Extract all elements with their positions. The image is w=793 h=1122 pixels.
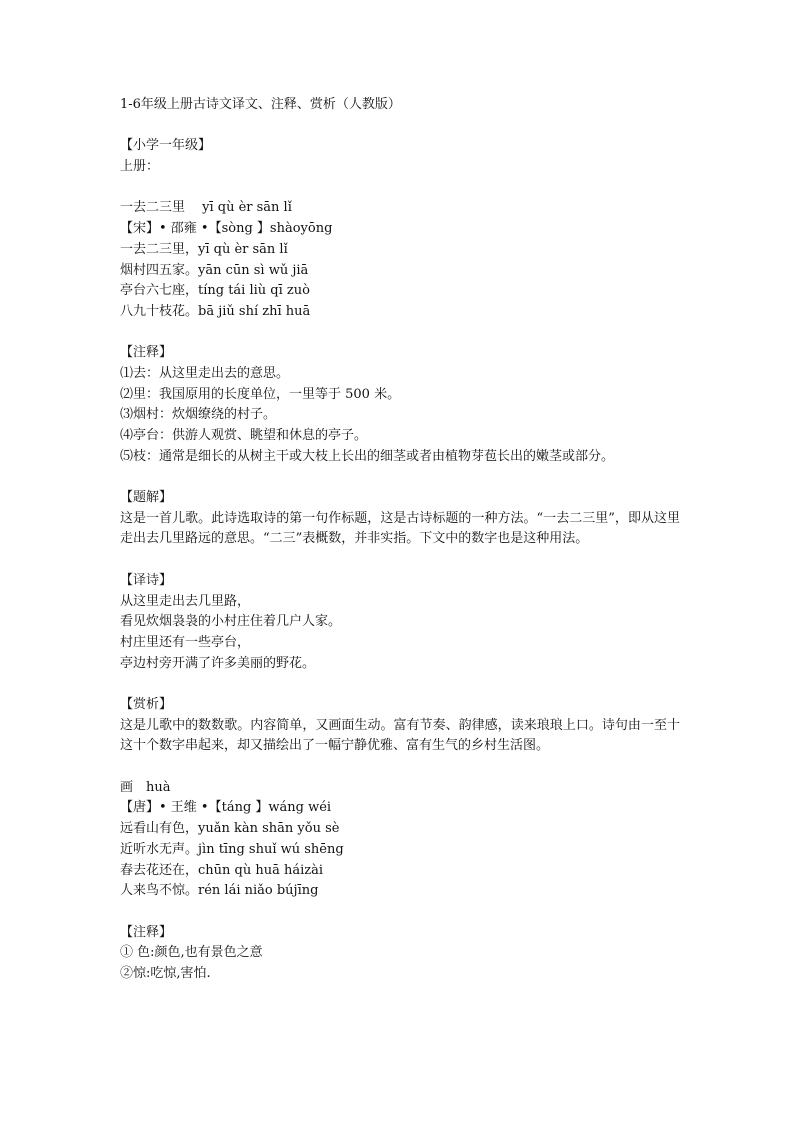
document-title: 1-6年级上册古诗文译文、注释、赏析（人教版） — [120, 97, 401, 112]
poem1-note: ⑸枝：通常是细长的从树主干或大枝上长出的细茎或者由植物芽苞长出的嫩茎或部分。 — [120, 448, 615, 464]
poem1-line: 一去二三里，yī qù èr sān lǐ — [120, 241, 288, 257]
poem2-line: 近听水无声。jìn tīng shuǐ wú shēng — [120, 841, 344, 857]
document-page — [120, 95, 680, 985]
poem1-line: 烟村四五家。yān cūn sì wǔ jiā — [120, 262, 309, 278]
poem1-translation-line: 亭边村旁开满了许多美丽的野花。 — [120, 655, 316, 671]
poem1-line: 八九十枝花。bā jiǔ shí zhī huā — [120, 303, 311, 319]
poem1-note: ⑷亭台：供游人观赏、眺望和休息的亭子。 — [120, 428, 368, 443]
poem1-title: 一去二三里 yī qù èr sān lǐ — [120, 200, 292, 216]
poem1-author: 【宋】• 邵雍 •【sòng 】shàoyōng — [120, 221, 333, 237]
poem1-translation-line: 从这里走出去几里路， — [120, 593, 251, 609]
poem2-author: 【唐】• 王维 •【táng 】wáng wéi — [120, 800, 332, 816]
poem1-note: ⑴去：从这里走出去的意思。 — [120, 365, 290, 381]
poem1-notes-heading: 【注释】 — [120, 345, 173, 361]
poem1-explain-text: 这是一首儿歌。此诗选取诗的第一句作标题，这是古诗标题的一种方法。“一去二三里”，即从这里走出去几里路远的意思。“二三”表概数，并非实指。下文中的数字也是这种用法。 — [120, 510, 680, 547]
poem1-translation-line: 看见炊烟袅袅的小村庄住着几户人家。 — [120, 614, 342, 630]
poem2-line: 远看山有色，yuǎn kàn shān yǒu sè — [120, 821, 340, 837]
poem2-line: 人来鸟不惊。rén lái niǎo bújīng — [120, 883, 319, 899]
poem1-explain-heading: 【题解】 — [120, 490, 173, 506]
poem1-appreciation-text: 这是儿歌中的数数歌。内容简单，又画面生动。富有节奏、韵律感，读来琅琅上口。诗句由一至十这十个数字串起来，却又描绘出了一幅宁静优雅、富有生气的乡村生活图。 — [120, 717, 680, 754]
volume-label: 上册： — [120, 159, 160, 175]
poem1-line: 亭台六七座，tíng tái liù qī zuò — [120, 283, 310, 299]
grade-heading: 【小学一年级】 — [120, 138, 212, 154]
poem2-note: ① 色:颜色,也有景色之意 — [120, 945, 263, 961]
poem2-note: ②惊:吃惊,害怕. — [120, 965, 211, 981]
poem1-appreciation-heading: 【赏析】 — [120, 696, 173, 712]
poem1-note: ⑶烟村：炊烟缭绕的村子。 — [120, 407, 277, 423]
poem1-note: ⑵里：我国原用的长度单位，一里等于 500 米。 — [120, 386, 401, 402]
poem2-notes-heading: 【注释】 — [120, 924, 173, 940]
poem2-title: 画 huà — [120, 779, 171, 795]
poem1-translation-line: 村庄里还有一些亭台， — [120, 634, 251, 650]
poem2-line: 春去花还在，chūn qù huā háizài — [120, 862, 324, 878]
poem1-translation-heading: 【译诗】 — [120, 572, 173, 588]
